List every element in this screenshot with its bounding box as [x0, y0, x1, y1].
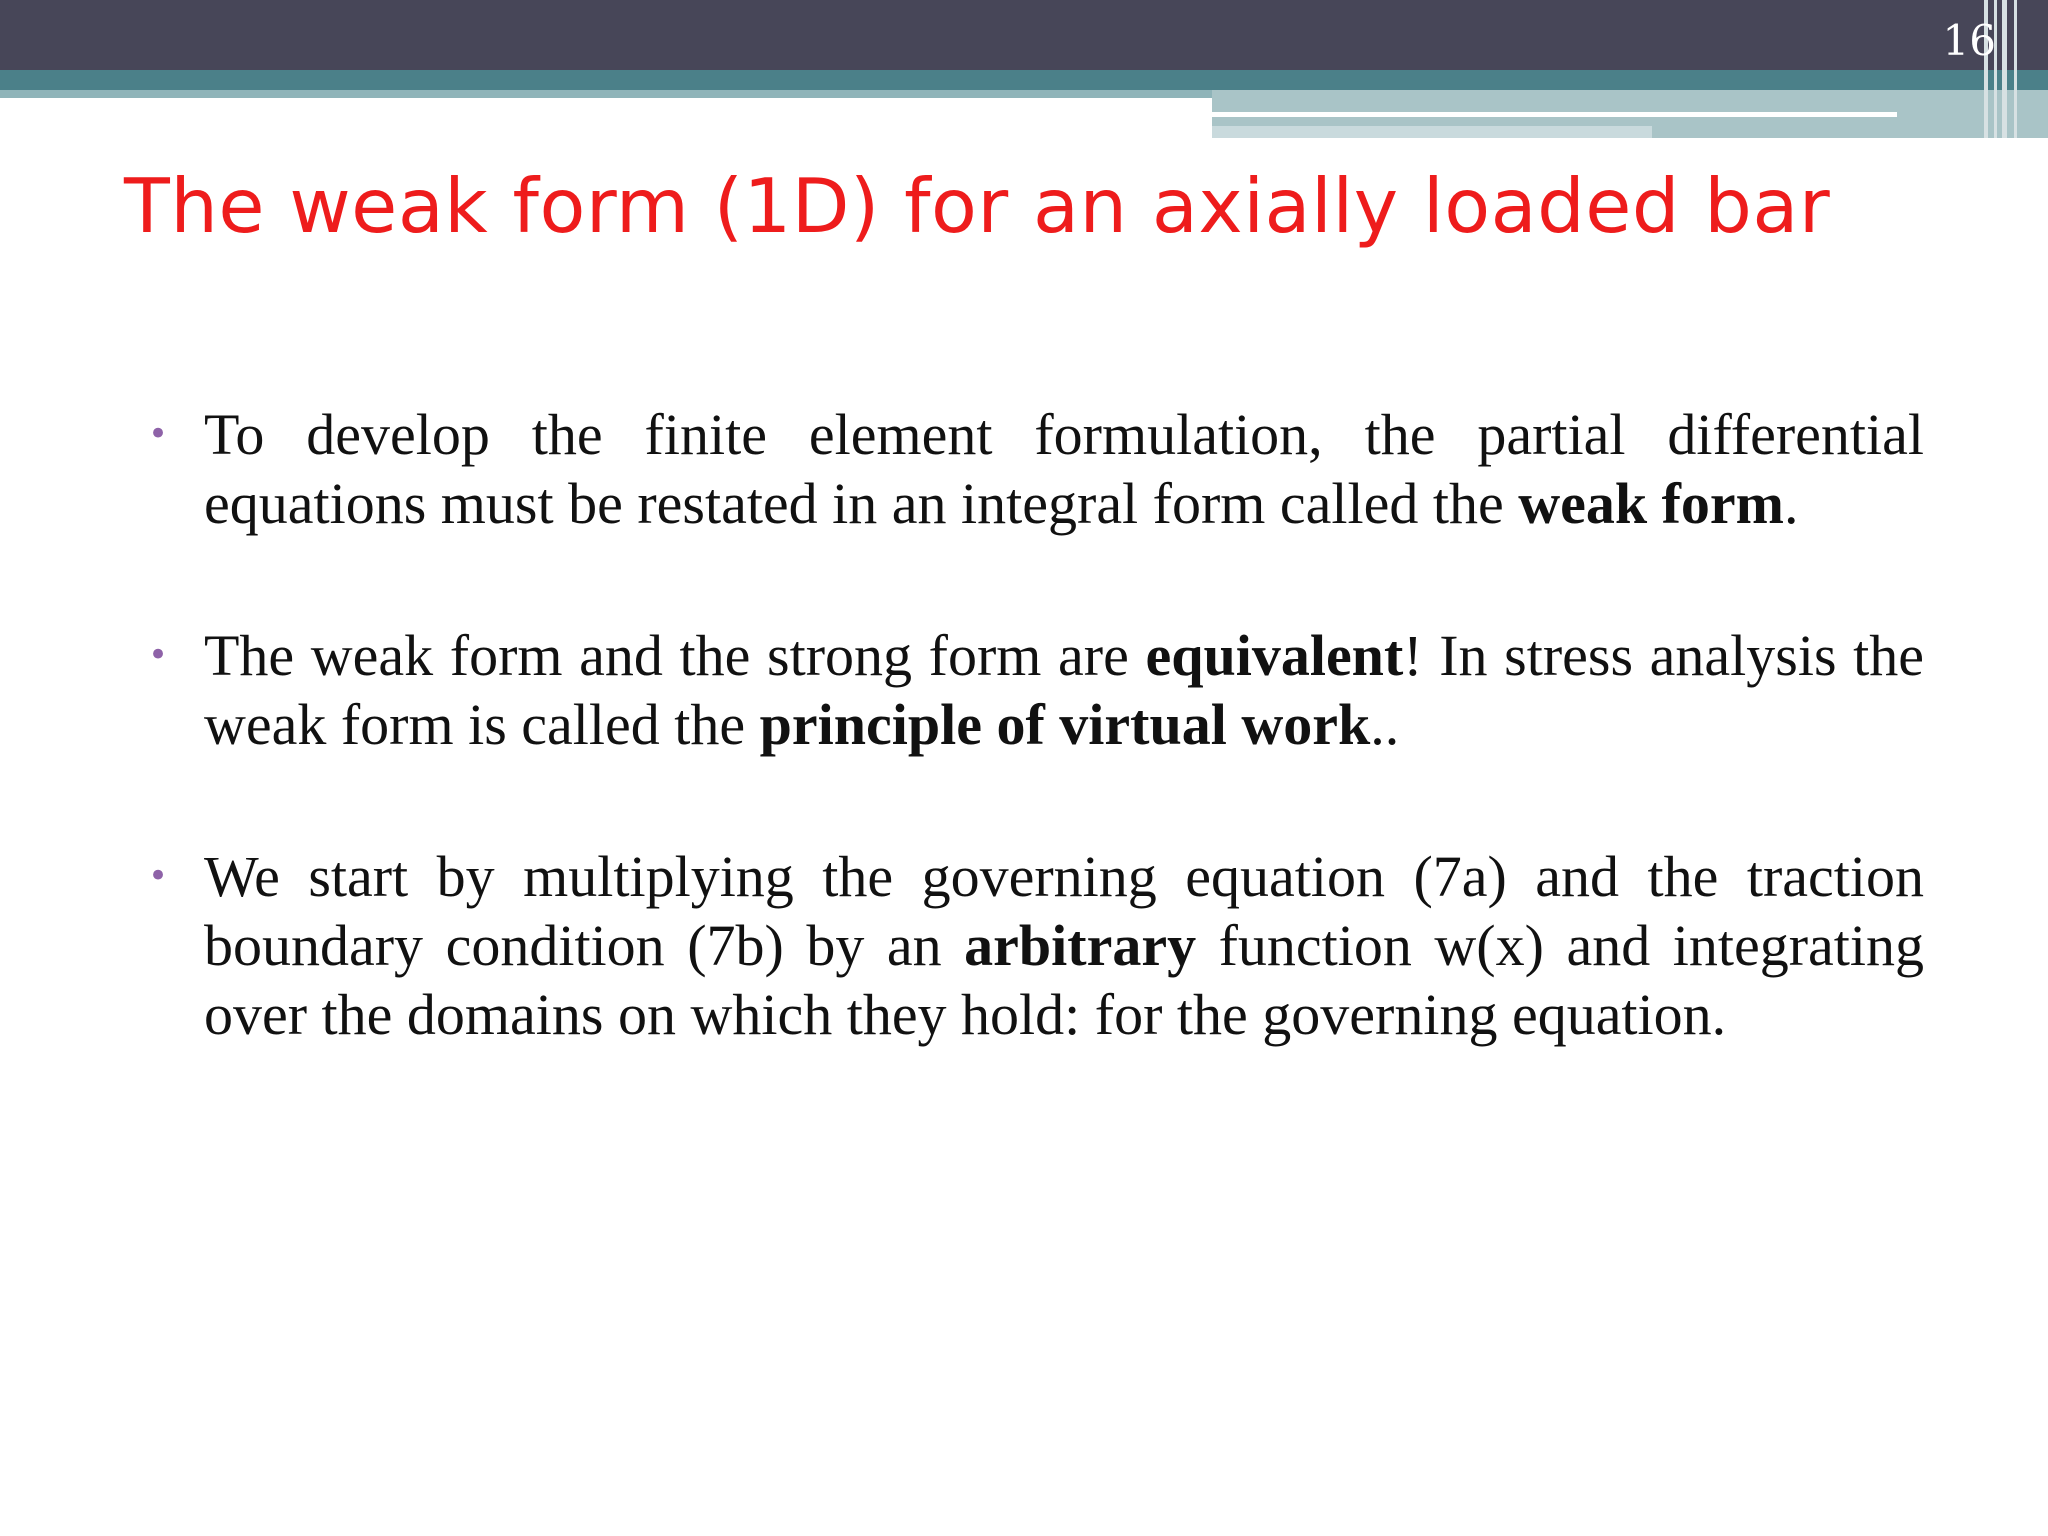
bullet-icon: •	[148, 856, 169, 896]
header-dark-band	[0, 0, 2048, 70]
bullet-bold-term: principle of virtual work	[759, 692, 1371, 757]
bullet-text	[204, 402, 1924, 536]
bullet-item	[148, 621, 1924, 759]
header-edge-line	[2014, 0, 2017, 138]
bullet-bold-term: weak form	[1518, 471, 1784, 536]
bullet-item	[148, 842, 1924, 1049]
header-teal-band	[0, 70, 2048, 90]
header-right-step	[1212, 126, 1652, 138]
bullet-bold-term: arbitrary	[964, 913, 1197, 978]
header-white-line	[1212, 112, 1897, 117]
bullet-text	[204, 623, 1924, 757]
bullet-list	[148, 400, 1924, 1049]
header-edge-line	[2002, 0, 2007, 138]
bullet-text	[204, 844, 1924, 1047]
page-number: 16	[1942, 16, 1996, 65]
bullet-text-segment: The weak form and the strong form are	[204, 623, 1146, 688]
bullet-text-segment: .	[1784, 471, 1799, 536]
bullet-text-segment: We start by multiplying the governing equation (7a) and the traction boundary condition (7b) by an	[204, 844, 1924, 978]
bullet-bold-term: equivalent	[1145, 623, 1404, 688]
bullet-item	[148, 400, 1924, 538]
bullet-text-segment: ..	[1370, 692, 1400, 757]
bullet-text-segment: ! In stress analysis the weak form is called the	[204, 623, 1925, 757]
bullet-text-segment: To develop the finite element formulation, the partial differential equations must be restated in an integral form called the	[204, 402, 1924, 536]
header-light-band	[0, 90, 1212, 98]
slide-title: The weak form (1D) for an axially loaded bar	[124, 162, 1831, 250]
bullet-text-segment: function w(x) and integrating over the domains on which they hold: for the governing equation.	[204, 913, 1924, 1047]
bullet-icon: •	[148, 635, 169, 675]
bullet-icon: •	[148, 414, 169, 454]
